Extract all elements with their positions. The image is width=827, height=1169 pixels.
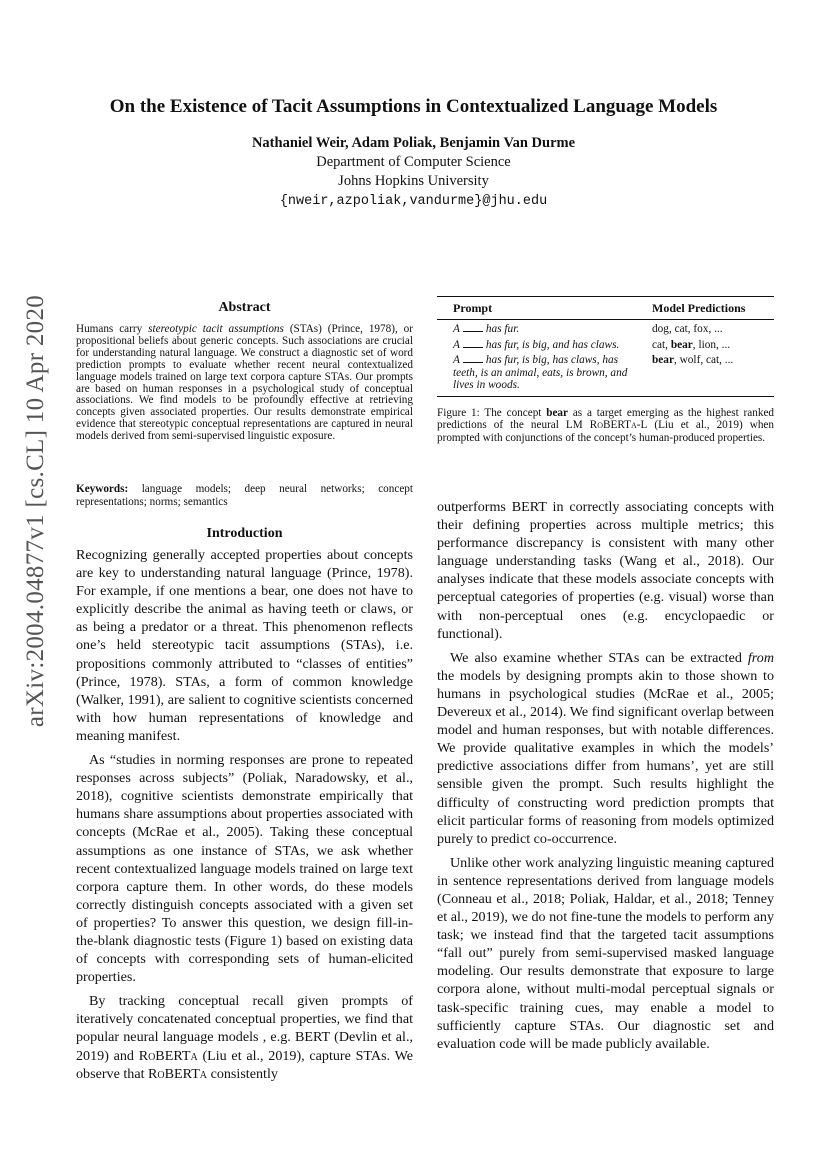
table-row: A has fur. dog, cat, fox, ... [453,323,723,335]
author-emails: {nweir,azpoliak,vandurme}@jhu.edu [279,194,548,209]
column-header-predictions: Model Predictions [648,297,774,320]
blank-slot [463,362,483,363]
body-paragraph: Unlike other work analyzing linguistic meaning captured in sentence representations derived from language models (Conneau et al., 2018; Poliak, Haldar, et al., 2018; Tenney et al., 2019), we do not fine-tune the models to perform any task; we instead find that the targeted tacit assumptions “fall out” purely from semi-supervised masked language modeling. Our results demonstrate that exposure to large corpora alone, without multi-modal perceptual signals or task-specific training cues, may enable a model to sufficiently capture STAs. Our diagnostic set and evaluation code will be made publicly available. [437,854,774,1052]
authors: Nathaniel Weir, Adam Poliak, Benjamin Van Durme [251,135,576,151]
introduction-heading: Introduction [206,526,283,541]
paper-title: On the Existence of Tacit Assumptions in Contextualized Language Models [109,96,718,117]
abstract-heading: Abstract [218,300,271,315]
table-row: A has fur, is big, has claws, has teeth, is an animal, eats, is brown, and lives in woods. bear, wolf, cat, ... [437,351,774,396]
body-paragraph: We also examine whether STAs can be extracted from the models by designing prompts akin to those shown to humans in psychological studies (McRae et al., 2005; Devereux et al., 2014). We find significant overlap between model and human responses, but with notable differences. We provide qualitative examples in which the models’ predictive associations differ from humans’, yet are still sensible given the prompt. Such results highlight the difficulty of constructing word prediction prompts that elicit particular forms of reasoning from models optimized purely to predict co-occurrence. [437,649,774,847]
right-column-body [437,498,774,1059]
blank-slot [463,347,483,348]
intro-paragraph: By tracking conceptual recall given prompts of iteratively concatenated conceptual properties, we find that popular neural language models , e.g. BERT (Devlin et al., 2019) and RoBERTa (Liu et al., 2019), capture STAs. We observe that RoBERTa consistently [76,993,413,1082]
introduction-body [76,546,413,1089]
figure-1-table [437,296,774,397]
figure-1-caption: Figure 1: The concept bear as a target emerging as the highest ranked predictions of the neural LM RoBERTa-L (Liu et al., 2019) when prompted with conjunctions of the concept’s human-produced properties. [437,407,774,444]
arxiv-identifier-text: arXiv:2004.04877v1 [cs.CL] 10 Apr 2020 [22,294,49,728]
keywords-list: language models; deep neural networks; concept representations; norms; semantics [76,483,413,508]
keywords [76,483,413,508]
table-row: A has fur, is big, and has claws. cat, bear, lion, ... [453,338,731,351]
abstract-text: Humans carry stereotypic tacit assumptions (STAs) (Prince, 1978), or propositional beliefs about generic concepts. Such associations are crucial for understanding natural language. We construct a diagnostic set of word prediction prompts to evaluate whether recent neural contextualized language models trained on large text corpora capture STAs. Our prompts are based on human responses in a psychological study of conceptual associations. We find models to be profoundly effective at retrieving concepts given associated properties. Our results demonstrate empirical evidence that stereotypic conceptual representations are captured in neural models derived from semi-supervised linguistic exposure. [76,323,413,443]
keywords-label: Keywords: [76,483,129,495]
arxiv-side-identifier [18,294,54,728]
intro-paragraph: As “studies in norming responses are prone to repeated responses across subjects” (Poliak, Naradowsky, et al., 2018), cognitive scientists demonstrate empirically that humans share assumptions about properties associated with concepts (McRae et al., 2005). Taking these conceptual assumptions as one instance of STAs, we ask whether recent contextualized language models trained on large text corpora capture them. In other words, do these models correctly distinguish concepts associated with a given set of properties? To answer this question, we design fill-in-the-blank diagnostic tests (Figure 1) based on existing data of concepts with corresponding sets of human-elicited properties. [76,752,413,986]
university: Johns Hopkins University [338,173,489,189]
body-paragraph: outperforms BERT in correctly associating concepts with their defining properties across multiple metrics; this performance discrepancy is consistent with many other language understanding tasks (Wang et al., 2018). Our analyses indicate that these models associate concepts with perceptual categories of properties (e.g. visual) worse than with non-perceptual ones (e.g. encyclopaedic or functional). [437,499,774,642]
blank-slot [463,331,483,332]
column-header-prompt: Prompt [437,297,648,320]
department: Department of Computer Science [316,154,511,170]
intro-paragraph: Recognizing generally accepted properties about concepts are key to understanding natural language (Prince, 1978). For example, if one mentions a bear, one does not have to explicitly describe the animal as having teeth or claws, or as being a predator or a threat. This phenomenon reflects one’s held stereotypic tacit assumptions (STAs), i.e. propositions commonly attributed to “classes of entities” (Prince, 1978). STAs, a form of common knowledge (Walker, 1991), are salient to cognitive scientists concerned with how human representations of knowledge and meaning manifest. [76,547,413,744]
